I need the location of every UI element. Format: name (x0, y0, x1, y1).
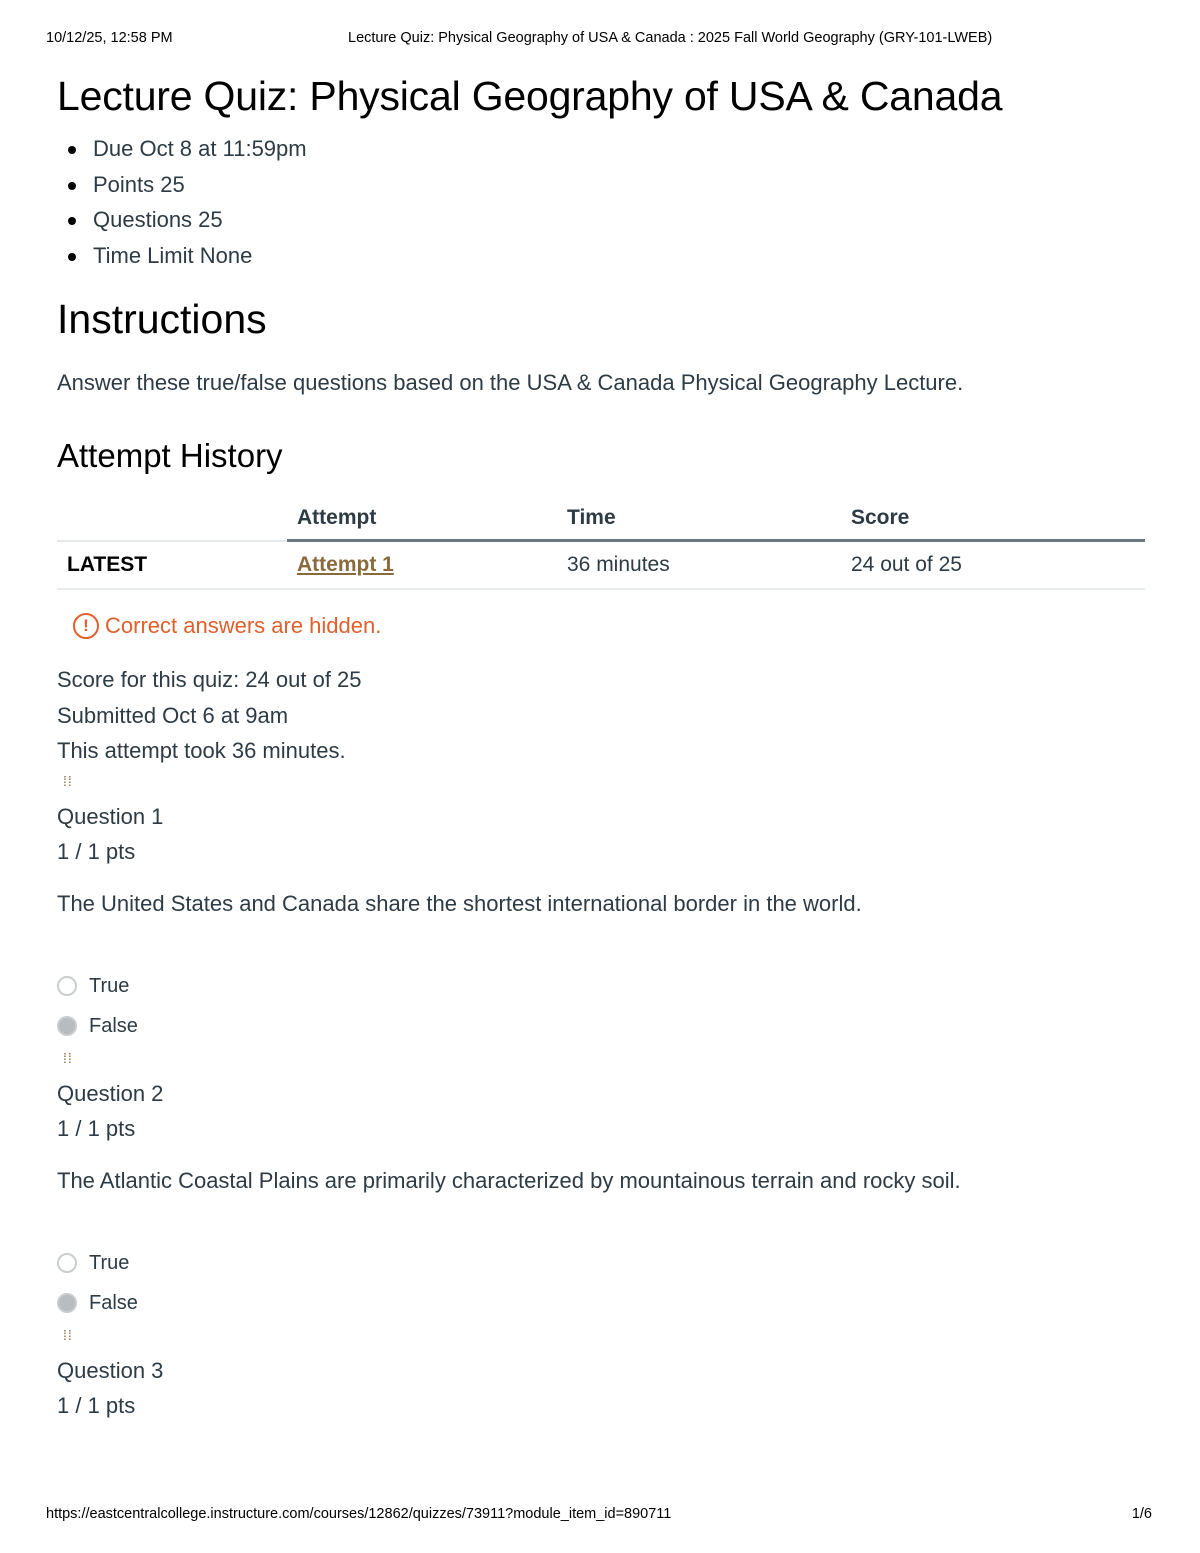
answer-label: False (89, 1291, 138, 1314)
question-points: 1 / 1 pts (57, 1116, 136, 1141)
radio-unselected-icon[interactable] (57, 1253, 77, 1273)
quiz-content (57, 70, 1145, 1424)
attempt-history-table (57, 497, 1145, 590)
header-blank (57, 497, 287, 541)
radio-selected-icon[interactable] (57, 1016, 77, 1036)
drag-handle-icon[interactable]: ⁞⁞ (63, 772, 73, 789)
print-header (46, 30, 1152, 50)
quiz-score: Score for this quiz: 24 out of 25 (57, 667, 362, 692)
answer-label: False (89, 1014, 138, 1037)
question-points: 1 / 1 pts (57, 1393, 136, 1418)
answer-false[interactable] (57, 1006, 1145, 1046)
print-page-title: Lecture Quiz: Physical Geography of USA & Canada : 2025 Fall World Geography (GRY-101-LWEB) (348, 30, 993, 46)
question-1 (57, 769, 1145, 1046)
print-page-number: 1/6 (1131, 1506, 1152, 1522)
drag-handle-icon[interactable]: ⁞⁞ (63, 1049, 73, 1066)
attempt-1-link[interactable]: Attempt 1 (297, 553, 394, 576)
print-timestamp: 10/12/25, 12:58 PM (46, 30, 173, 46)
attempt-time: 36 minutes (557, 541, 841, 590)
header-score: Score (841, 497, 1145, 541)
alert-text: Correct answers are hidden. (105, 613, 382, 638)
quiz-title: Lecture Quiz: Physical Geography of USA & Canada (57, 73, 1003, 119)
answer-list (57, 1243, 1145, 1323)
question-name: Question 3 (57, 1357, 164, 1383)
question-text: The Atlantic Coastal Plains are primarily characterized by mountainous terrain and rocky soil. (57, 1167, 961, 1193)
quiz-question-count: Questions 25 (57, 202, 1145, 238)
exclamation-circle-icon: ! (73, 613, 99, 639)
submitted-date: Submitted Oct 6 at 9am (57, 702, 289, 728)
answer-list (57, 966, 1145, 1046)
question-name: Question 1 (57, 803, 164, 829)
header-attempt: Attempt (287, 497, 557, 541)
attempt-score: 24 out of 25 (841, 541, 1145, 590)
drag-handle-icon[interactable]: ⁞⁞ (63, 1326, 73, 1343)
header-time: Time (557, 497, 841, 541)
answer-label: True (89, 974, 130, 997)
question-2 (57, 1046, 1145, 1323)
radio-unselected-icon[interactable] (57, 976, 77, 996)
radio-selected-icon[interactable] (57, 1293, 77, 1313)
instructions-heading: Instructions (57, 296, 267, 342)
question-name: Question 2 (57, 1080, 164, 1106)
print-url: https://eastcentralcollege.instructure.com/courses/12862/quizzes/73911?module_item_id=890711 (46, 1506, 672, 1522)
print-footer (46, 1506, 1152, 1526)
question-3 (57, 1323, 1145, 1424)
hidden-answers-alert (73, 610, 1145, 642)
attempt-duration: This attempt took 36 minutes. (57, 738, 346, 763)
answer-false[interactable] (57, 1283, 1145, 1323)
score-summary (57, 662, 1145, 769)
quiz-time-limit: Time Limit None (57, 238, 1145, 274)
question-points: 1 / 1 pts (57, 839, 136, 864)
answer-label: True (89, 1251, 130, 1274)
quiz-points: Points 25 (57, 167, 1145, 203)
table-row (57, 541, 1145, 590)
instructions-text: Answer these true/false questions based on the USA & Canada Physical Geography Lecture. (57, 370, 964, 395)
attempt-cell (287, 541, 557, 590)
answer-true[interactable] (57, 1243, 1145, 1283)
latest-label: LATEST (57, 541, 287, 590)
attempt-history-heading: Attempt History (57, 437, 283, 474)
quiz-meta-list (57, 131, 1145, 273)
answer-true[interactable] (57, 966, 1145, 1006)
table-header-row (57, 497, 1145, 541)
quiz-due-date: Due Oct 8 at 11:59pm (57, 131, 1145, 167)
question-text: The United States and Canada share the shortest international border in the world. (57, 890, 862, 916)
